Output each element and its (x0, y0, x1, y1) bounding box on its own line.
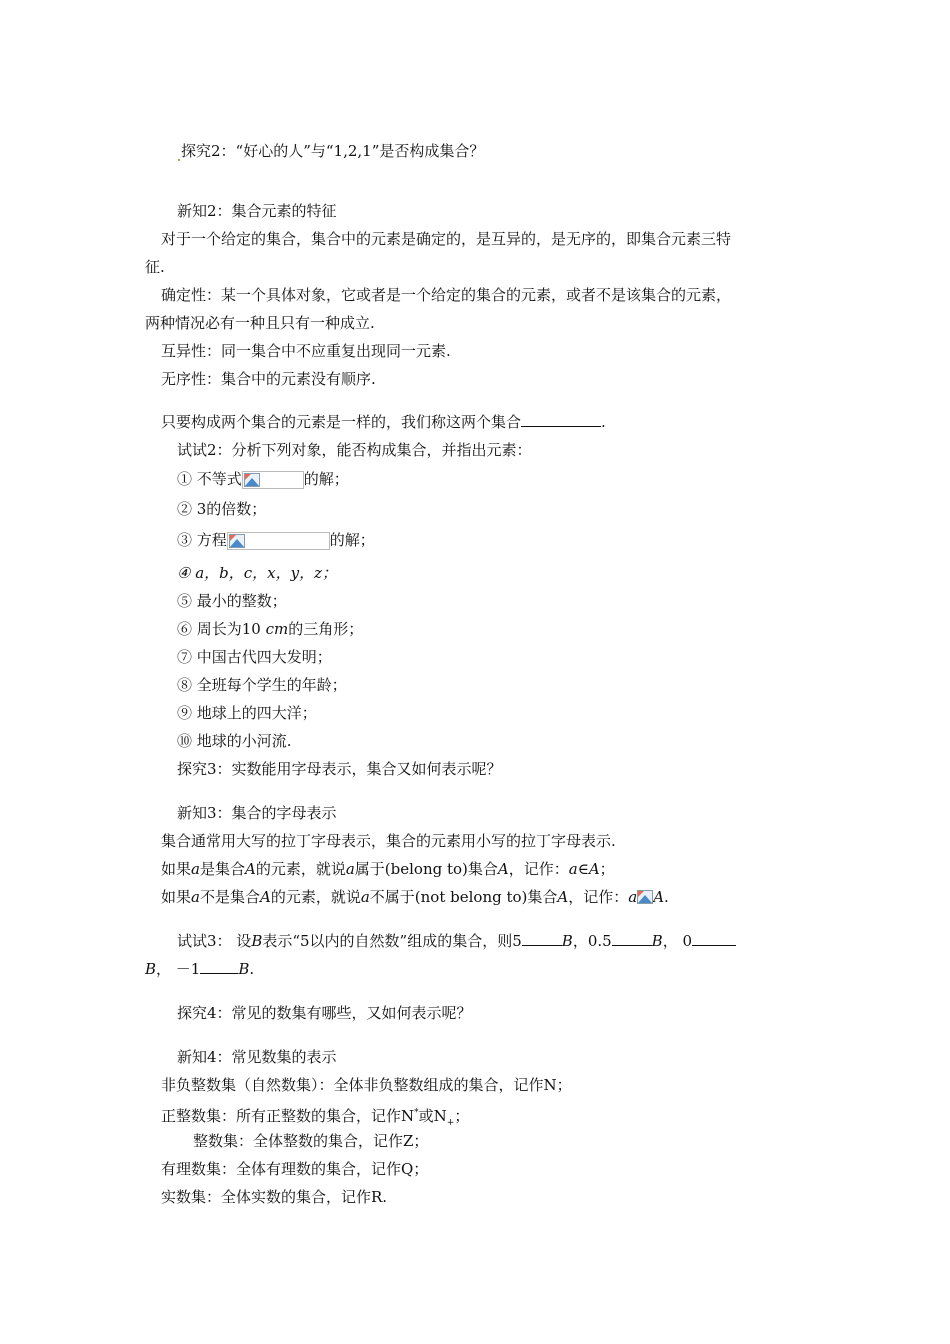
new-knowledge-2-heading: 新知2：集合元素的特征 (177, 202, 337, 220)
list-item: ② 3的倍数； (177, 500, 267, 518)
reals-line: 实数集：全体实数的集合，记作R. (161, 1188, 388, 1206)
broken-image-icon (637, 890, 653, 904)
try-3-line-cont: B， －1 B. (145, 960, 255, 978)
explore-4: 探究4：常见的数集有哪些，又如何表示呢？ (177, 1004, 472, 1022)
try-2-heading: 试试2：分析下列对象，能否构成集合，并指出元素： (177, 441, 532, 459)
paragraph-line: 集合通常用大写的拉丁字母表示，集合的元素用小写的拉丁字母表示. (161, 832, 616, 850)
paragraph-line: 两种情况必有一种且只有一种成立. (145, 314, 375, 332)
new-knowledge-3-heading: 新知3：集合的字母表示 (177, 804, 337, 822)
list-item: ⑩ 地球的小河流. (177, 732, 292, 750)
answer-blank (692, 931, 736, 946)
equation-image-placeholder (227, 532, 330, 550)
paragraph-line: 征. (145, 258, 165, 276)
list-item: ① 不等式 的解； (177, 470, 349, 488)
rationals-line: 有理数集：全体有理数的集合，记作Q； (161, 1160, 429, 1178)
not-belongs-to-line: 如果a不是集合A的元素，就说a不属于(not belong to)集合A，记作：a A. (161, 888, 669, 906)
positive-integers-line: 正整数集：所有正整数的集合，记作N*或$N_+$； (161, 1107, 470, 1128)
list-item: ⑦ 中国古代四大发明； (177, 648, 332, 666)
answer-blank (522, 931, 562, 946)
list-item: ④ a，b，c，x，y，z； (177, 564, 337, 582)
answer-blank (200, 959, 238, 974)
new-knowledge-4-heading: 新知4：常见数集的表示 (177, 1048, 337, 1066)
definiteness-line: 确定性：某一个具体对象，它或者是一个给定的集合的元素，或者不是该集合的元素， (161, 286, 732, 304)
distinctness-line: 互异性：同一集合中不应重复出现同一元素. (161, 342, 451, 360)
answer-blank (521, 412, 601, 427)
list-item: ⑨ 地球上的四大洋； (177, 704, 317, 722)
integers-line: 整数集：全体整数的集合，记作Z； (193, 1132, 429, 1150)
list-item: ⑥ 周长为10 cm的三角形； (177, 620, 364, 638)
explore-2: 探究2：“好心的人”与“1,2,1”是否构成集合？ (177, 141, 484, 161)
broken-image-icon (244, 473, 260, 487)
equal-sets-line: 只要构成两个集合的元素是一样的，我们称这两个集合 . (161, 413, 606, 431)
try-3-line: 试试3： 设B表示“5以内的自然数”组成的集合，则5 B，0.5 B， 0 (177, 931, 736, 951)
unorderedness-line: 无序性：集合中的元素没有顺序. (161, 370, 376, 388)
paragraph-line: 对于一个给定的集合，集合中的元素是确定的，是互异的，是无序的，即集合元素三特 (161, 230, 732, 248)
inequality-image-placeholder (242, 471, 304, 489)
list-item: ③ 方程 的解； (177, 531, 375, 549)
answer-blank (612, 931, 652, 946)
natural-numbers-line: 非负整数集（自然数集）：全体非负整数组成的集合，记作N； (161, 1076, 572, 1094)
belongs-to-line: 如果a是集合A的元素，就说a属于(belong to)集合A，记作：a∈A； (161, 860, 615, 878)
artifact-dot (178, 159, 180, 161)
list-item: ⑤ 最小的整数； (177, 592, 287, 610)
list-item: ⑧ 全班每个学生的年龄； (177, 676, 347, 694)
explore-3: 探究3：实数能用字母表示，集合又如何表示呢？ (177, 760, 502, 778)
broken-image-icon (229, 534, 245, 548)
not-element-symbol-placeholder (637, 889, 653, 907)
